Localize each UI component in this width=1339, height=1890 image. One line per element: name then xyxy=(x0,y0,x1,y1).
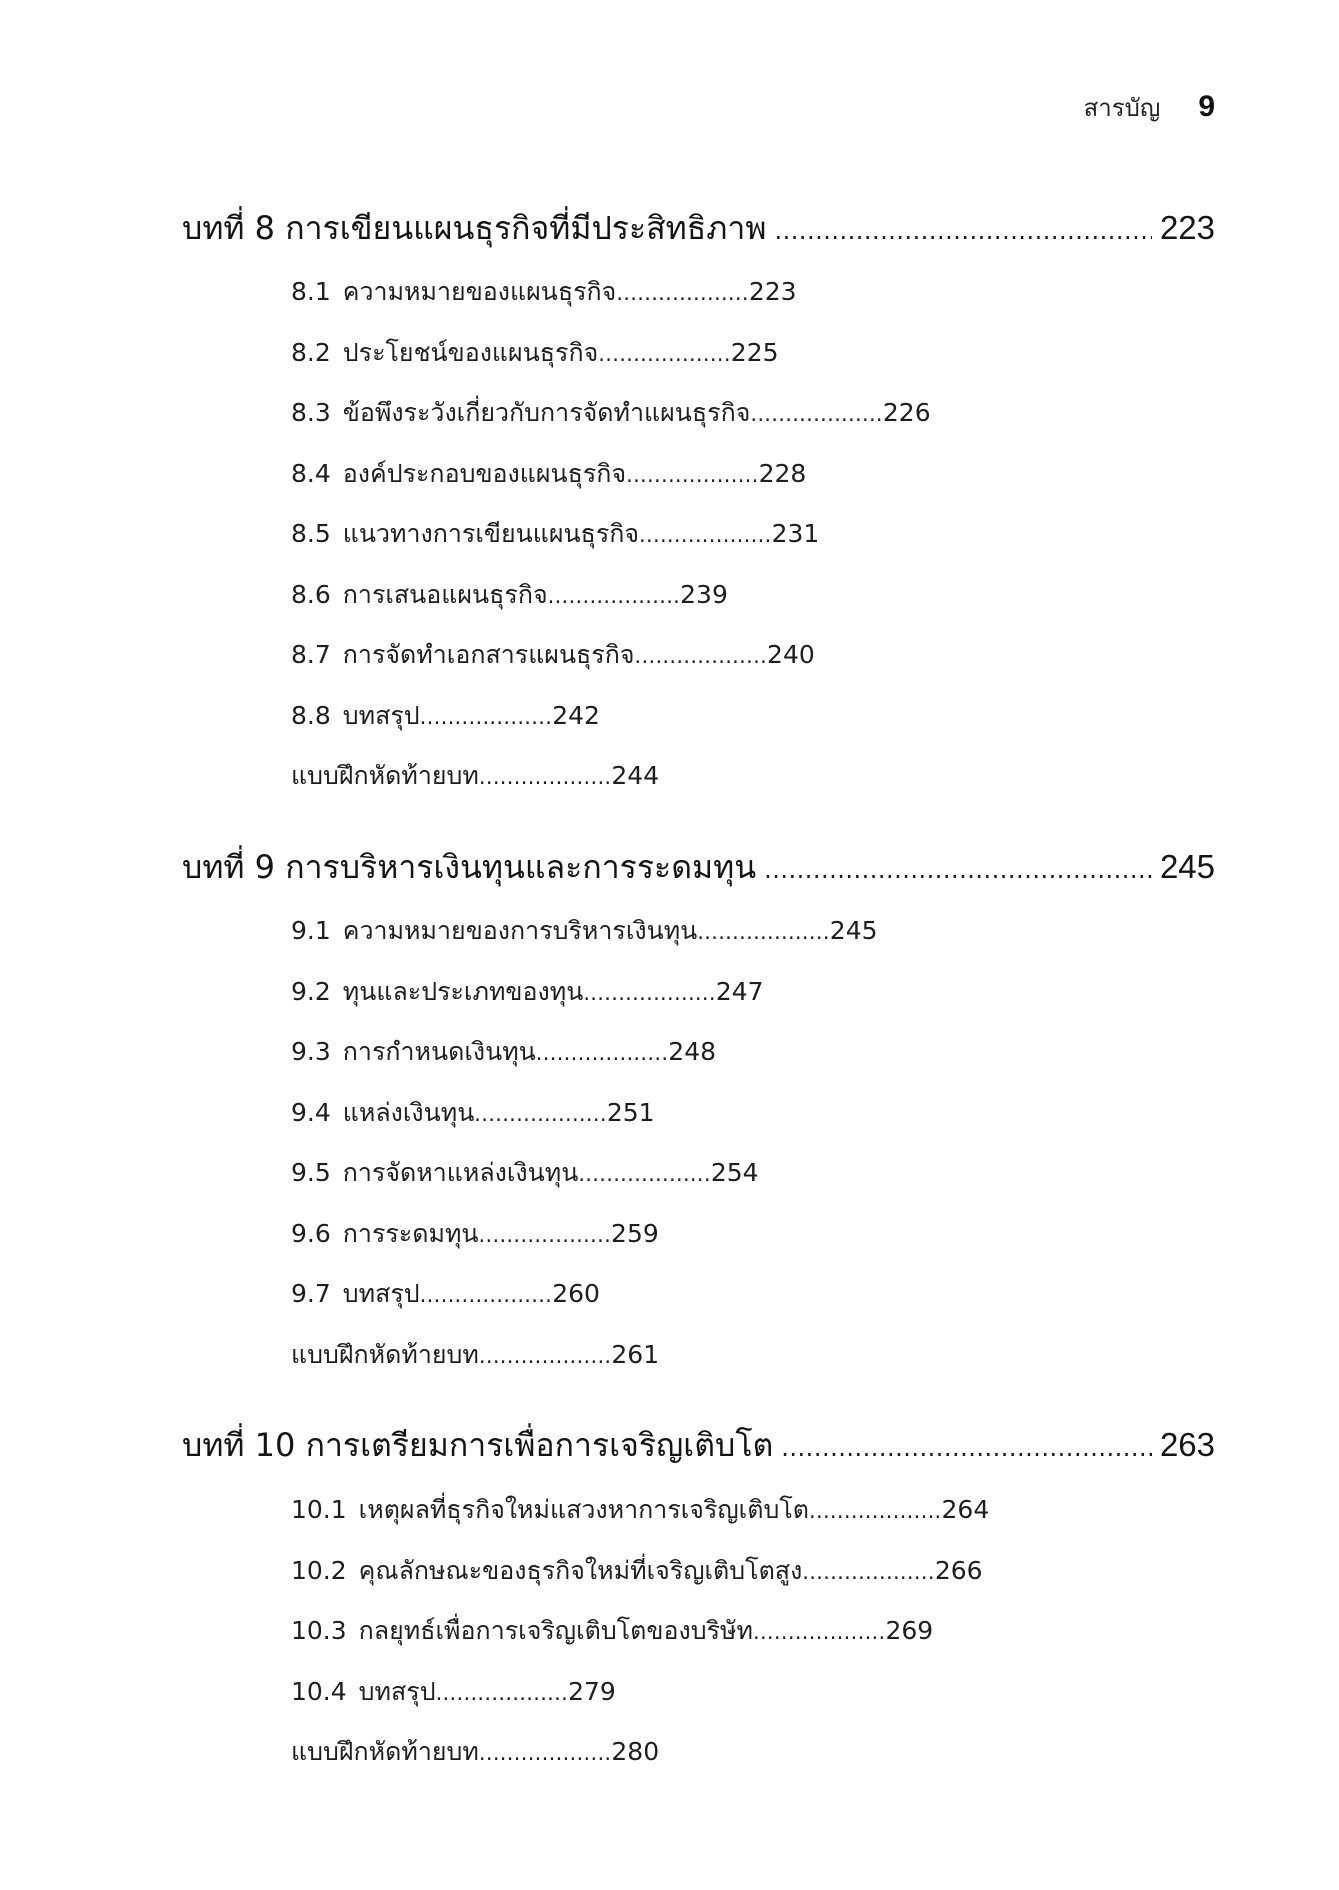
entry-page: 231 xyxy=(771,519,820,548)
entry-title: บทสรุป xyxy=(342,701,420,730)
toc-entry xyxy=(291,972,764,1012)
entry-title: การจัดหาแหล่งเงินทุน xyxy=(342,1158,579,1187)
entry-number: 8.3 xyxy=(291,398,331,427)
entry-number: 9.4 xyxy=(291,1098,331,1127)
entry-dots: ................... xyxy=(547,584,681,608)
chapter-title: บทที่ 8 การเขียนแผนธุรกิจที่มีประสิทธิภาพ xyxy=(182,209,767,247)
entry-dots: ................... xyxy=(583,981,716,1005)
entry-dots: ................... xyxy=(750,402,883,426)
chapter-heading-10 xyxy=(182,1420,1215,1471)
chapter-page-number: 223 xyxy=(1159,209,1215,246)
entry-number: 8.5 xyxy=(291,519,331,548)
entry-dots: ................... xyxy=(535,1041,669,1065)
entry-page: 280 xyxy=(611,1737,660,1766)
entry-number: 9.1 xyxy=(291,916,331,945)
toc-entry xyxy=(291,696,600,736)
entry-number: 8.7 xyxy=(291,640,331,669)
entry-dots: ................... xyxy=(616,281,749,305)
entry-title: แนวทางการเขียนแผนธุรกิจ xyxy=(342,519,640,548)
entry-page: 259 xyxy=(611,1219,659,1248)
toc-entry xyxy=(291,1672,616,1712)
entry-dots: ................... xyxy=(435,1681,569,1705)
entry-number: 9.3 xyxy=(291,1037,331,1066)
chapter-page-number: 245 xyxy=(1159,848,1215,885)
entry-title: การจัดทำเอกสารแผนธุรกิจ xyxy=(342,640,635,669)
entry-title: แบบฝึกหัดท้ายบท xyxy=(291,1340,479,1369)
entry-page: 247 xyxy=(715,977,764,1006)
entry-title: คุณลักษณะของธุรกิจใหม่ที่เจริญเติบโตสูง xyxy=(358,1556,803,1585)
toc-entry xyxy=(291,756,659,796)
entry-number: 8.6 xyxy=(291,580,331,609)
toc-entry xyxy=(291,575,728,615)
entry-title: องค์ประกอบของแผนธุรกิจ xyxy=(342,459,627,488)
toc-entry xyxy=(291,1274,600,1314)
entry-dots: ................... xyxy=(809,1499,942,1523)
entry-number: 8.2 xyxy=(291,338,331,367)
entry-number: 9.2 xyxy=(291,977,331,1006)
entry-page: 240 xyxy=(767,640,815,669)
dot-leader xyxy=(781,1434,1152,1462)
entry-number: 10.2 xyxy=(291,1556,347,1585)
toc-entry xyxy=(291,1490,989,1530)
entry-number: 9.5 xyxy=(291,1158,331,1187)
toc-entry xyxy=(291,1551,983,1591)
entry-dots: ................... xyxy=(478,765,612,789)
entry-dots: ................... xyxy=(478,1344,612,1368)
entry-number: 8.1 xyxy=(291,277,331,306)
toc-entry xyxy=(291,1611,933,1651)
entry-page: 239 xyxy=(680,580,728,609)
entry-number: 8.4 xyxy=(291,459,331,488)
entry-page: 248 xyxy=(668,1037,717,1066)
entry-page: 223 xyxy=(748,277,797,306)
entry-page: 226 xyxy=(882,398,931,427)
entry-title: ความหมายของการบริหารเงินทุน xyxy=(342,916,698,945)
toc-entry xyxy=(291,1032,716,1072)
entry-dots: ................... xyxy=(639,523,772,547)
entry-page: 251 xyxy=(606,1098,655,1127)
chapter-title: บทที่ 9 การบริหารเงินทุนและการระดมทุน xyxy=(182,848,757,886)
toc-entry xyxy=(291,911,878,951)
entry-page: 260 xyxy=(552,1279,600,1308)
entry-page: 228 xyxy=(758,459,807,488)
entry-number: 8.8 xyxy=(291,701,331,730)
entry-number: 9.7 xyxy=(291,1279,331,1308)
entry-title: เหตุผลที่ธุรกิจใหม่แสวงหาการเจริญเติบโต xyxy=(358,1495,809,1524)
entry-dots: ................... xyxy=(478,1223,612,1247)
entry-dots: ................... xyxy=(802,1560,935,1584)
entry-dots: ................... xyxy=(474,1102,607,1126)
entry-page: 269 xyxy=(885,1616,934,1645)
toc-entry xyxy=(291,454,806,494)
entry-title: กลยุทธ์เพื่อการเจริญเติบโตของบริษัท xyxy=(358,1616,753,1645)
entry-title: แบบฝึกหัดท้ายบท xyxy=(291,761,479,790)
entry-dots: ................... xyxy=(626,463,759,487)
entry-page: 279 xyxy=(568,1677,616,1706)
entry-dots: ................... xyxy=(478,1741,612,1765)
toc-entry xyxy=(291,1093,655,1133)
entry-title: ประโยชน์ของแผนธุรกิจ xyxy=(342,338,599,367)
entry-number: 10.4 xyxy=(291,1677,347,1706)
entry-dots: ................... xyxy=(598,342,731,366)
entry-title: การกำหนดเงินทุน xyxy=(342,1037,536,1066)
entry-dots: ................... xyxy=(697,920,830,944)
chapter-heading-9 xyxy=(182,842,1215,893)
entry-number: 10.3 xyxy=(291,1616,347,1645)
running-title: สารบัญ xyxy=(1083,94,1161,122)
toc-entry xyxy=(291,333,779,373)
entry-page: 225 xyxy=(730,338,779,367)
entry-dots: ................... xyxy=(634,644,768,668)
entry-page: 254 xyxy=(710,1158,759,1187)
entry-dots: ................... xyxy=(419,1283,553,1307)
entry-title: การระดมทุน xyxy=(342,1219,479,1248)
toc-entry xyxy=(291,1214,659,1254)
dot-leader xyxy=(774,217,1151,245)
toc-entry xyxy=(291,1153,759,1193)
toc-entry xyxy=(291,635,815,675)
toc-entry xyxy=(291,514,819,554)
page-number: 9 xyxy=(1198,90,1215,123)
dot-leader xyxy=(764,856,1152,884)
entry-page: 245 xyxy=(829,916,878,945)
entry-title: การเสนอแผนธุรกิจ xyxy=(342,580,548,609)
entry-title: ข้อพึงระวังเกี่ยวกับการจัดทำแผนธุรกิจ xyxy=(342,398,751,427)
toc-entry xyxy=(291,1732,659,1772)
entry-number: 10.1 xyxy=(291,1495,347,1524)
entry-dots: ................... xyxy=(752,1620,886,1644)
chapter-page-number: 263 xyxy=(1159,1426,1215,1463)
entry-dots: ................... xyxy=(419,705,553,729)
toc-entry xyxy=(291,393,931,433)
chapter-title: บทที่ 10 การเตรียมการเพื่อการเจริญเติบโต xyxy=(182,1426,774,1464)
entry-title: บทสรุป xyxy=(342,1279,420,1308)
entry-page: 266 xyxy=(934,1556,983,1585)
entry-title: ทุนและประเภทของทุน xyxy=(342,977,584,1006)
entry-page: 261 xyxy=(611,1340,660,1369)
toc-entry xyxy=(291,1335,659,1375)
entry-number: 9.6 xyxy=(291,1219,331,1248)
entry-page: 244 xyxy=(611,761,660,790)
entry-dots: ................... xyxy=(578,1162,711,1186)
entry-page: 264 xyxy=(941,1495,990,1524)
toc-entry xyxy=(291,272,797,312)
entry-title: ความหมายของแผนธุรกิจ xyxy=(342,277,617,306)
entry-title: แหล่งเงินทุน xyxy=(342,1098,475,1127)
entry-page: 242 xyxy=(552,701,600,730)
chapter-heading-8 xyxy=(182,203,1215,254)
entry-title: แบบฝึกหัดท้ายบท xyxy=(291,1737,479,1766)
entry-title: บทสรุป xyxy=(358,1677,436,1706)
